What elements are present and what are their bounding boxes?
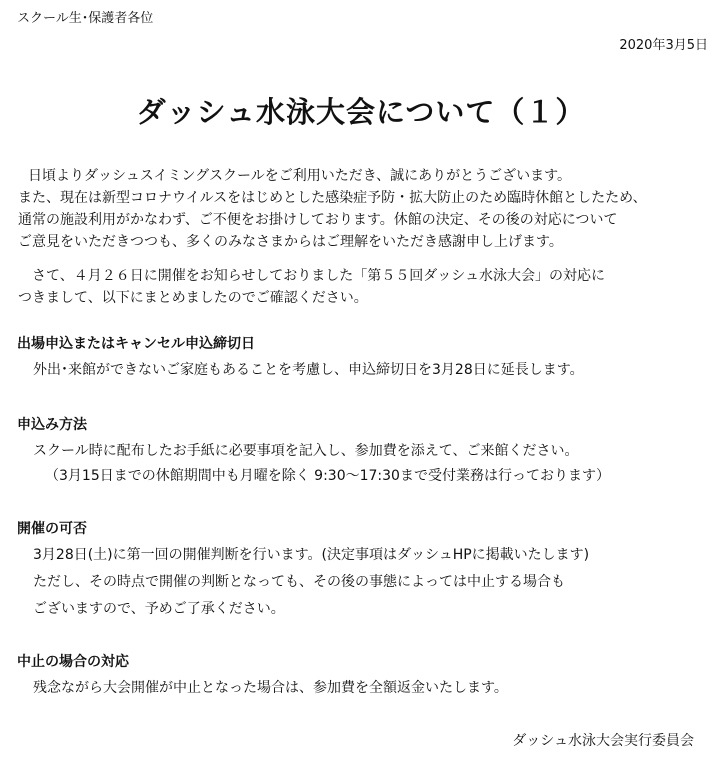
intro-line: ご意見をいただきつつも、多くのみなさまからはご理解をいただき感謝申し上げます。 xyxy=(18,234,563,250)
announcement-line: つきまして、以下にまとめましたのでご確認ください。 xyxy=(18,290,368,306)
intro-line: 通常の施設利用がかなわず、ご不便をお掛けしております。休館の決定、その後の対応について xyxy=(18,212,618,228)
section-line: 外出･来館ができないご家庭もあることを考慮し、申込締切日を3月28日に延長します。 xyxy=(33,362,584,378)
section-line: 残念ながら大会開催が中止となった場合は、参加費を全額返金いたします。 xyxy=(33,680,508,696)
section-heading-deadline: 出場申込またはキャンセル申込締切日 xyxy=(17,336,255,352)
section-heading-cancellation: 中止の場合の対応 xyxy=(17,654,129,670)
signature: ダッシュ水泳大会実行委員会 xyxy=(512,733,694,749)
section-heading-feasibility: 開催の可否 xyxy=(17,521,87,537)
announcement-line: さて、４月２６日に開催をお知らせしておりました「第５５回ダッシュ水泳大会」の対応に xyxy=(32,268,606,284)
page-title: ダッシュ水泳大会について（１） xyxy=(136,95,586,129)
section-line: ございますので、予めご了承ください。 xyxy=(33,601,285,617)
issue-date: 2020年3月5日 xyxy=(619,38,708,53)
intro-line: 日頃よりダッシュスイミングスクールをご利用いただき、誠にありがとうございます。 xyxy=(28,168,572,184)
section-line: スクール時に配布したお手紙に必要事項を記入し、参加費を添えて、ご来館ください。 xyxy=(33,443,579,459)
addressee: スクール生･保護者各位 xyxy=(17,11,154,26)
section-line: 3月28日(土)に第一回の開催判断を行います。(決定事項はダッシュHPに掲載いたします) xyxy=(33,547,590,563)
section-line: ただし、その時点で開催の判断となっても、その後の事態によっては中止する場合も xyxy=(33,574,565,590)
intro-line: また、現在は新型コロナウイルスをはじめとした感染症予防・拡大防止のため臨時休館としたため、 xyxy=(18,190,647,206)
section-heading-method: 申込み方法 xyxy=(17,417,87,433)
section-line: （3月15日までの休館期間中も月曜を除く 9:30～17:30まで受付業務は行っております） xyxy=(45,468,610,484)
